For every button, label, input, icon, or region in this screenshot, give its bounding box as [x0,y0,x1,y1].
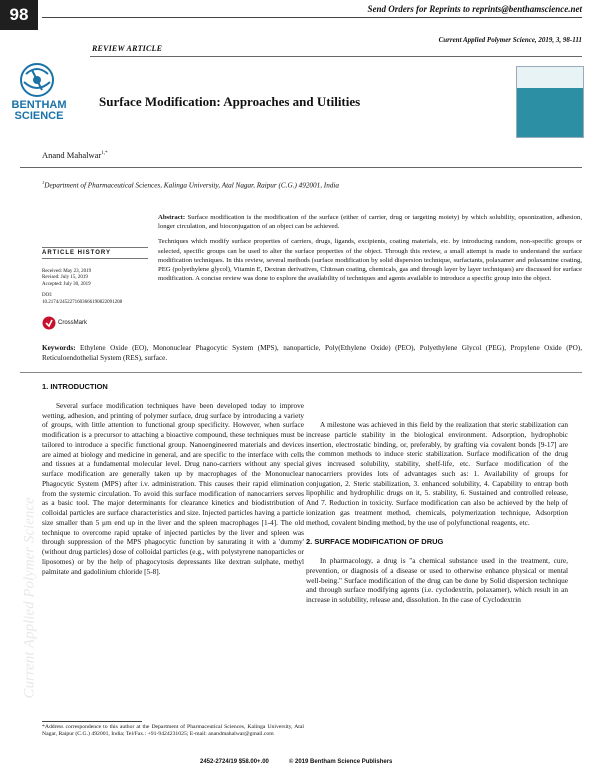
section-1-heading: 1. INTRODUCTION [42,382,108,391]
abstract [158,213,582,289]
author-marks: 1,* [101,151,108,157]
body-column-left [42,382,304,734]
abstract-p2: Techniques which modify surface properties of carriers, drugs, ligands, excipients, coating materials, etc. by introducing random, non-specific groups or selected, specific groups can be used to alter the surface properties of the object. Through this review, a small attempt is made to understand the surface modification techniques. In this review, several methods (surface modification by solid dispersion technique, surfactants, polaxamer and polaxamine coating, PEG (polyethylene glycol), Vitamin E, Dextran derivatives, Chitosan coating, chemicals, gas and through layer by layer techniques) are discussed for surface modification. A concise review was done to explore the availability of techniques and agents available to introduce a specific group into the object. [158,238,582,283]
section-rule [90,56,582,57]
section-2-heading: 2. SURFACE MODIFICATION OF DRUG [306,537,444,547]
section-1-p1: Several surface modification techniques have been developed today to improve wetting, adhesion, and printing of polymer surface, drug surface by introducing a variety of groups, with little attention to functional group specificity. However, when surface modification is a precursor to attaching a bioactive compound, these techniques must be tailored to introduce a specific functional group. Nanoengineered materials and devices are aimed at biology and medicine in general, and are specific to the interface with cells and tissues at a fundamental molecular level. Drug nano-carriers without any special surface modification are generally taken up by macrophages of the Mononuclear Phagocytic System (MPS) after i.v. administration. This causes their rapid elimination from the systemic circulation. To avoid this surface modification of nanocarriers serves as a basic tool. The major determinants for clearance kinetics and biodistribution of colloidal particles are surface characteristics and size. Injected particles having a particle size smaller than 5 μm end up in the liver and the spleen macrophages [1-4]. The old technique to overcome rapid uptake of injected particles by the liver and spleen was through suppression of the MPS phagocytic function by saturating it with a 'dummy' (without drug particles) dose of colloidal particles (e.g., with polystyrene nanoparticles or liposomes) or by the help of phagocytosis depressants like dextran sulphate, methyl palmitate and gadolinium chloride [5-8]. [42,400,304,576]
affiliation [42,180,339,189]
article-history-dates [42,269,148,306]
revised-date: Revised: July 15, 2019 [42,275,88,281]
received-date: Received: May 23, 2019 [42,269,92,274]
author-name: Anand Mahalwar [42,150,102,160]
bentham-logo-icon [4,60,70,100]
keywords-text: Ethylene Oxide (EO), Mononuclear Phagocytic System (MPS), nanoparticle, Poly(Ethylene Oxide) (PEO), Polyethylene Glycol (PEG), Propylene Oxide (PO), Reticuloendothelial System (RES), surface. [42,344,582,362]
body-column-right [306,382,568,605]
crossmark-icon [42,316,56,330]
author-line [42,150,108,160]
article-history-heading: ARTICLE HISTORY [42,247,148,259]
section-2-p1: In pharmacology, a drug is "a chemical substance used in the treatment, cure, prevention, or diagnosis of a disease or used to otherwise enhance physical or mental well-being." Surface modification of the drug can be done by Solid dispersion technique and through surface modifying agents (i.e. cyclodextrin, polaxamer), which result in an increase in solubility, release and, dissolution. In the case of Cyclodextrin [306,556,568,604]
accepted-date: Accepted: July 30, 2019 [42,281,91,287]
section-1-p1-continuation [306,382,568,412]
publisher-logo-text: BENTHAM SCIENCE [11,99,67,122]
keywords-rule [20,372,582,373]
journal-line: Current Applied Polymer Science, 2019, 3, 98-111 [438,36,582,44]
section-1-p2: A milestone was achieved in this field by the realization that steric stabilization can increase particle stability in the biological environment. Adsorption, hydrophobic insertion, electrostatic binding, or, preferably, by grafting via covalent bonds [9-17] are the common methods to induce steric stabilization. Surface modification of the drug gives increased solubility, stability, shelf-life, etc. Surface modification of the nanocarriers provides lots of advantages such as: 1. Availability of groups for conjugation, 2. Steric stabilization, 3. enhanced solubility, 4. Capability to entrap both lipophilic and hydrophilic drugs on it, 5. stability, 6. Sustained and controlled release, And 7. Reduction in toxicity. Surface modification can also be achieved by the help of ionization gas treatment method, chemicals, polymerization technique, Adsorption method, covalent binding method, by the use of polyfunctional reagents, etc. [306,420,568,527]
abstract-p1 [158,213,582,231]
crossmark-badge[interactable] [42,316,87,330]
correspondence-note: *Address correspondence to this author at the Department of Pharmaceutical Sciences, Kalinga University, Atal Nagar, Raipur (C.G.) 492001, India; Tel/Fax.: +91-9424231025; E-mail: anandmahalwar@gmail.com [42,724,304,738]
keywords-label: Keywords: [42,344,76,352]
abstract-label: Abstract: [158,214,186,221]
section-1-p1-part1 [42,401,304,734]
doi-label: DOI: [42,293,53,299]
page-footer [200,759,392,765]
crossmark-label: CrossMark [58,320,88,326]
side-watermark: Current Applied Polymer Science [21,497,38,699]
journal-cover-thumbnail [516,66,584,138]
header-rule [42,17,582,18]
page-number: 98 [0,0,38,30]
footer-issn: 2452-2724/19 $58.00+.00 [200,759,269,765]
affiliation-text: Department of Pharmaceutical Sciences, Kalinga University, Atal Nagar, Raipur (C.G.) 492001, India [44,181,339,190]
affiliation-rule [20,167,582,168]
doi-link[interactable]: 10.2174/2452271603666190822091208 [42,299,123,305]
correspondence-rule [42,721,142,722]
affiliation-mark: 1 [42,180,45,185]
keywords [42,344,582,363]
abstract-p1-text: Surface modification is the modification of the surface (either of carrier, drug or targeting moiety) by which solubility, opsonization, adhesion, longer circulation, and bioconjugation of an object can be achieved. [158,214,582,231]
section-label: REVIEW ARTICLE [92,44,163,53]
article-title: Surface Modification: Approaches and Utilities [99,94,361,109]
reprint-note: Send Orders for Reprints to reprints@benthamscience.net [367,4,582,14]
footer-copyright: © 2019 Bentham Science Publishers [288,759,393,765]
